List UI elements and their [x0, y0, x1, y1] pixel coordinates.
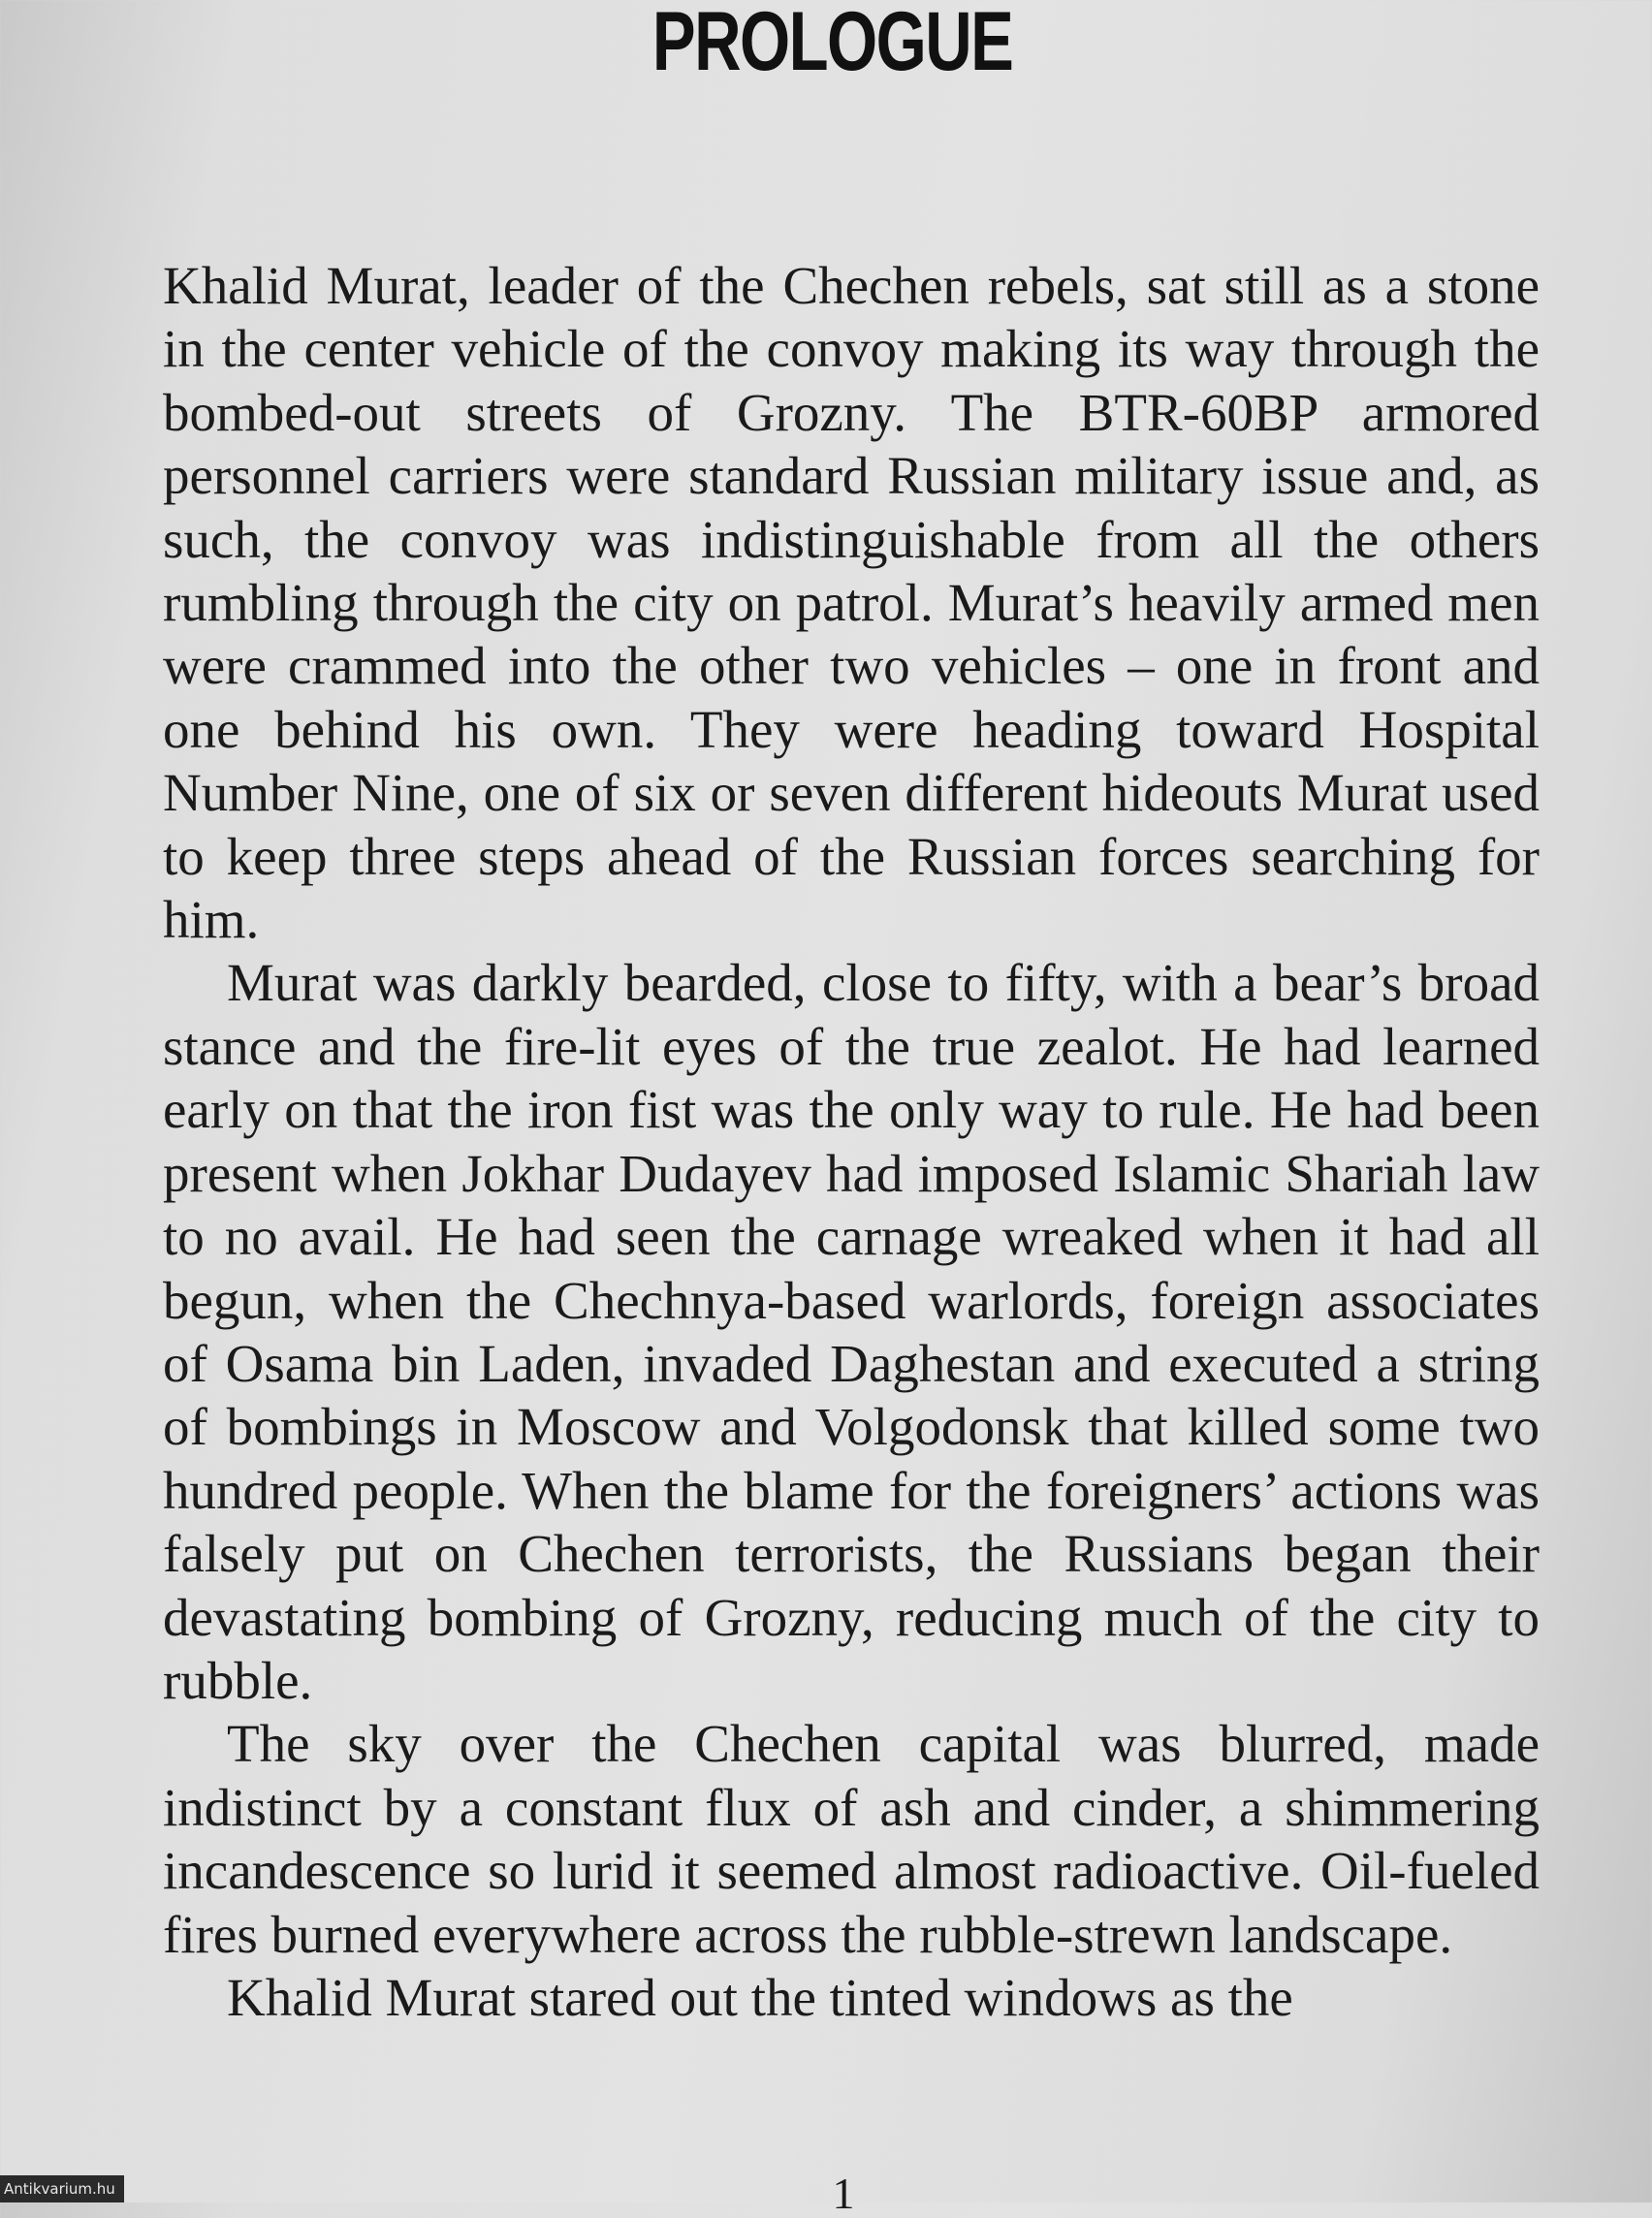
chapter-title: PROLOGUE: [651, 0, 1013, 88]
paragraph-3: The sky over the Chechen capital was blurred, made indistinct by a constant flux of ash and cinder, a shimmering incandescence so lurid it seemed almost radioactive. Oil-fueled fires burned everywhere across the rubble-strewn landscape.: [163, 1714, 1540, 1964]
watermark: Antikvarium.hu: [0, 2175, 124, 2202]
paragraph-1: Khalid Murat, leader of the Chechen rebels, sat still as a stone in the center vehicle of the convoy making its way through the bombed-out streets of Grozny. The BTR-60BP armored personnel carriers were standard Russian military issue and, as such, the convoy was indistinguishable from all the others rumbling through the city on patrol. Murat’s heavily armed men were crammed into the other two vehicles – one in front and one behind his own. They were heading toward Hospital Number Nine, one of six or seven different hideouts Murat used to keep three steps ahead of the Russian forces searching for him.: [163, 256, 1540, 950]
page-number: 1: [832, 2169, 855, 2218]
paragraph-2: Murat was darkly bearded, close to fifty, with a bear’s broad stance and the fire-lit eyes of the true zealot. He had learned early on that the iron fist was the only way to rule. He had been present when Jokhar Dudayev had imposed Islamic Shariah law to no avail. He had seen the carnage wreaked when it had all begun, when the Chechnya-based warlords, foreign associates of Osama bin Laden, invaded Daghestan and executed a string of bombings in Moscow and Volgodonsk that killed some two hundred people. When the blame for the foreigners’ actions was falsely put on Chechen terrorists, the Russians began their devastating bombing of Grozny, reducing much of the city to rubble.: [163, 953, 1540, 1710]
body-text: [163, 254, 1540, 2029]
paragraph-4: Khalid Murat stared out the tinted windows as the: [227, 1967, 1293, 2027]
